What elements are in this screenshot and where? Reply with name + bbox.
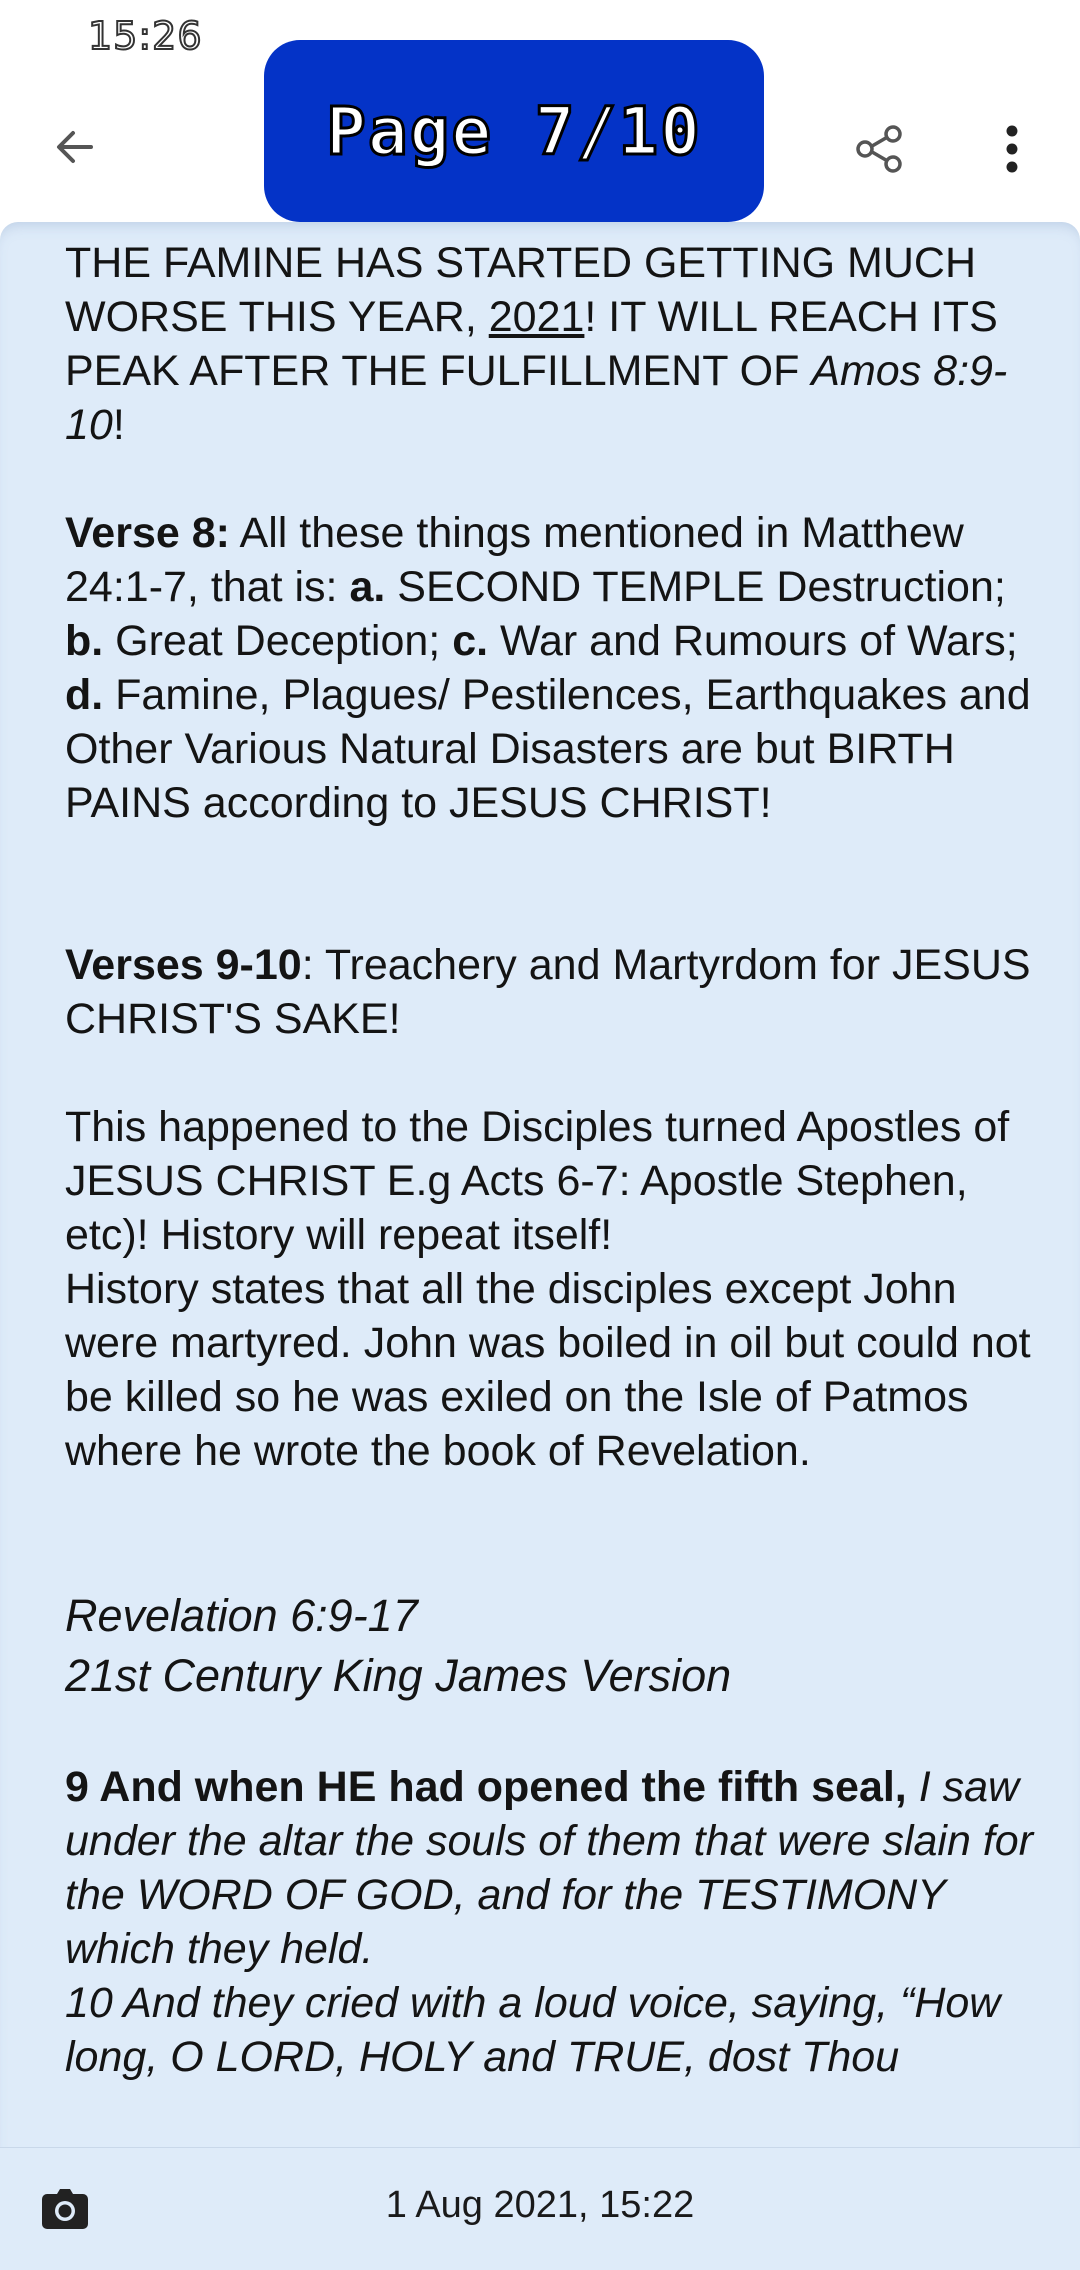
- bible-version: 21st Century King James Version: [65, 1650, 732, 1701]
- spacer: [65, 1478, 1055, 1586]
- bottom-bar: [0, 2147, 1080, 2270]
- spacer: [65, 452, 1055, 506]
- back-button[interactable]: [40, 112, 110, 182]
- verse-9-text: 9 And when HE had opened the fifth seal, I saw under the altar the souls of them that were slain for the WORD OF GOD, and for the TESTIMONY which they held.: [65, 1763, 1034, 1973]
- spacer: [65, 1706, 1055, 1760]
- year-link[interactable]: 2021: [488, 293, 585, 341]
- spacer: [65, 1046, 1055, 1100]
- famine-paragraph: THE FAMINE HAS STARTED GETTING MUCH WORSE THIS YEAR, 2021! IT WILL REACH ITS PEAK AFTER THE FULFILLMENT OF Amos 8:9-10!: [65, 239, 1008, 449]
- spacer: [65, 830, 1055, 938]
- verse-8-paragraph: Verse 8: All these things mentioned in Matthew 24:1-7, that is: a. SECOND TEMPLE Destruction; b. Great Deception; c. War and Rumours of Wars; d. Famine, Plagues/ Pestilences, Earthquakes and Other Various Natural Disasters are but BIRTH PAINS according to JESUS CHRIST!: [65, 509, 1031, 827]
- arrow-left-icon: [51, 123, 99, 171]
- verses-9-10-label: Verses 9-10: [65, 941, 302, 989]
- status-bar-time: 15:26: [88, 14, 203, 58]
- more-vertical-icon: [1002, 121, 1022, 177]
- revelation-heading: [65, 1586, 1055, 1706]
- verse-8-label: Verse 8:: [65, 509, 230, 557]
- page-indicator: [264, 40, 764, 222]
- page-indicator-label: Page 7/10: [326, 92, 702, 170]
- share-button[interactable]: [842, 112, 916, 186]
- more-options-button[interactable]: [984, 112, 1040, 186]
- verse-10-text: 10 And they cried with a loud voice, saying, “How long, O LORD, HOLY and TRUE, dost Thou: [65, 1979, 1001, 2081]
- verses-9-10-paragraph: Verses 9-10: Treachery and Martyrdom for JESUS CHRIST'S SAKE!: [65, 941, 1031, 1043]
- amos-reference: Amos 8:9-10: [65, 347, 1008, 449]
- capture-timestamp: 1 Aug 2021, 15:22: [385, 2184, 695, 2226]
- apostles-paragraph: This happened to the Disciples turned Apostles of JESUS CHRIST E.g Acts 6-7: Apostle Stephen, etc)! History will repeat itself!: [65, 1103, 1010, 1259]
- revelation-reference: Revelation 6:9-17: [65, 1590, 418, 1641]
- document-text: [65, 236, 1055, 2084]
- document-viewer[interactable]: [0, 222, 1080, 2147]
- history-paragraph: History states that all the disciples except John were martyred. John was boiled in oil but could not be killed so he was exiled on the Isle of Patmos where he wrote the book of Revelation.: [65, 1265, 1031, 1475]
- share-icon: [851, 121, 907, 177]
